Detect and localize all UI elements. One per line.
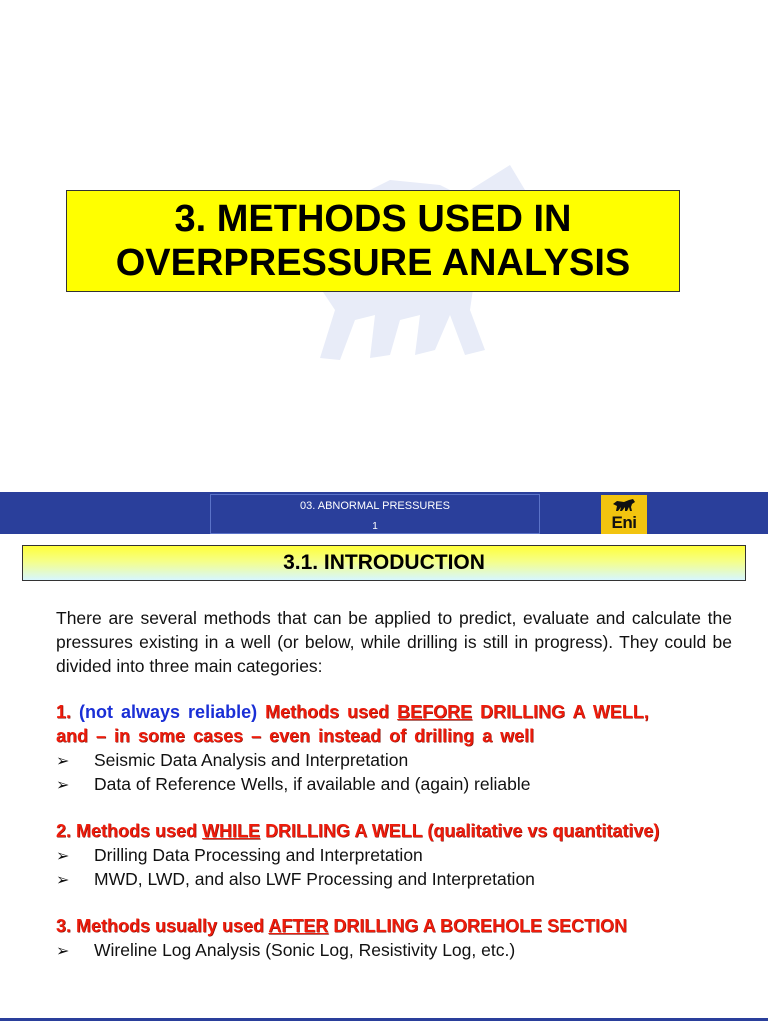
- section-3-post: DRILLING A BOREHOLE SECTION: [333, 916, 628, 936]
- section-3-emph: AFTER: [268, 916, 329, 936]
- page-number: 1: [372, 521, 378, 532]
- title-box: [66, 190, 680, 292]
- section-1-heading: [56, 700, 756, 724]
- section-1-bullet: [56, 748, 408, 774]
- section-2-post: DRILLING A WELL (qualitative vs quantitative): [265, 821, 660, 841]
- bullet-text: Data of Reference Wells, if available and (again) reliable: [94, 774, 531, 794]
- arrow-bullet-icon: ➢: [56, 848, 70, 865]
- logo-text: Eni: [611, 513, 637, 532]
- slide-title: 3. METHODS USED IN OVERPRESSURE ANALYSIS: [115, 198, 631, 284]
- arrow-bullet-icon: ➢: [56, 753, 70, 770]
- arrow-bullet-icon: ➢: [56, 777, 70, 794]
- bottom-rule: [0, 1018, 768, 1021]
- intro-heading-box: [22, 545, 746, 581]
- section-2-pre: 2. Methods used: [56, 821, 198, 841]
- intro-paragraph: There are several methods that can be applied to predict, evaluate and calculate the pressures existing in a well (or below, while drilling is still in progress). They could be divided into three main categories:: [56, 608, 732, 676]
- slide-one: [0, 0, 768, 492]
- arrow-bullet-icon: ➢: [56, 872, 70, 889]
- section-1-number: 1.: [56, 702, 72, 722]
- section-1-pre: Methods used: [265, 702, 390, 722]
- dog-icon: [612, 498, 636, 512]
- bullet-text: Seismic Data Analysis and Interpretation: [94, 750, 409, 770]
- footer-title: 03. ABNORMAL PRESSURES: [300, 500, 450, 512]
- section-1-post: DRILLING A WELL,: [480, 702, 649, 722]
- arrow-bullet-icon: ➢: [56, 943, 70, 960]
- section-1-line2: and – in some cases – even instead of drilling a well: [56, 726, 535, 746]
- section-2-heading: [56, 819, 756, 843]
- eni-logo: [601, 495, 647, 534]
- section-2-bullet: [56, 867, 535, 893]
- bullet-text: MWD, LWD, and also LWF Processing and Interpretation: [94, 869, 535, 889]
- bullet-text: Wireline Log Analysis (Sonic Log, Resistivity Log, etc.): [94, 940, 516, 960]
- section-1-note: (not always reliable): [79, 702, 258, 722]
- section-1-emph: BEFORE: [397, 702, 473, 722]
- bullet-text: Drilling Data Processing and Interpretation: [94, 845, 423, 865]
- section-1-bullet: [56, 772, 530, 798]
- section-3-heading: [56, 914, 756, 938]
- section-2-bullet: [56, 843, 423, 869]
- section-3-bullet: [56, 938, 515, 964]
- section-2-emph: WHILE: [202, 821, 261, 841]
- slide-two: [0, 540, 768, 1024]
- section-3-pre: 3. Methods usually used: [56, 916, 265, 936]
- intro-heading: 3.1. INTRODUCTION: [283, 551, 485, 574]
